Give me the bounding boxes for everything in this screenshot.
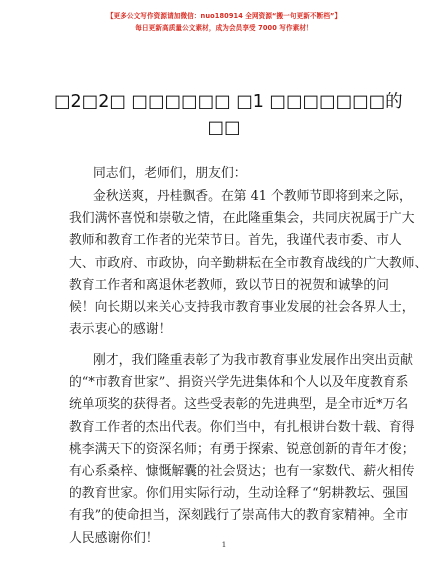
paragraph-line: 的“*市教育世家”、捐资兴学先进集体和个人以及年度教育系 [69,375,409,391]
document-title-line-1: □2□2□ □□□□□□ □1 □□□□□□□的 [54,92,403,112]
paragraph-1 [69,186,428,341]
paragraph-line: 的教育世家。你们用实际行动，生动诠释了“躬耕教坛、强国 [69,486,409,502]
paragraph-line: 我们满怀喜悦和崇敬之情，在此隆重集会，共同庆祝属于广大 [69,211,415,227]
paragraph-line: 人民感谢你们！ [69,530,159,546]
paragraph-line: 统单项奖的获得者。这些受表彰的先进典型，是全市近*万名 [69,397,409,413]
paragraph-line: 教师和教育工作者的光荣节日。首先，我谨代表市委、市人 [69,233,402,249]
promo-banner-line-2: 每日更新高质量公文素材，成为会员享受 7000 写作素材！ [135,24,313,32]
paragraph-line: 刚才，我们隆重表彰了为我市教育事业发展作出突出贡献 [93,353,413,368]
greeting-text: 同志们，老师们，朋友们： [93,166,247,181]
paragraph-line: 教育工作者和离退休老教师，致以节日的祝贺和诚挚的问 [69,277,389,293]
paragraph-line: 教育工作者的杰出代表。你们当中，有扎根讲台数十载、育得 [69,419,415,435]
paragraph-line: 候！向长期以来关心支持我市教育事业发展的社会各界人士， [69,300,415,316]
paragraph-line: 桃李满天下的资深名师；有勇于探索、锐意创新的青年才俊； [69,441,415,457]
paragraph-2 [69,350,415,550]
paragraph-line: 有我”的使命担当，深刻践行了崇高伟大的教育家精神。全市 [69,508,409,524]
document-title-line-2: □□ [207,118,241,138]
paragraph-line: 有心系桑梓、慷慨解囊的社会贤达；也有一家数代、薪火相传 [69,464,415,480]
paragraph-line: 金秋送爽，丹桂飘香。在第 41 个教师节即将到来之际， [93,189,412,204]
paragraph-line: 表示衷心的感谢！ [69,322,172,338]
paragraph-line: 大、市政府、市政协，向辛勤耕耘在全市教育战线的广大教师、 [69,255,428,271]
greeting [93,163,413,185]
page-number: 1 [221,540,227,549]
promo-banner-line-1: 【更多公文写作资源请加微信：nuo180914 全网资源“搬一句更新不断档”】 [106,12,342,20]
